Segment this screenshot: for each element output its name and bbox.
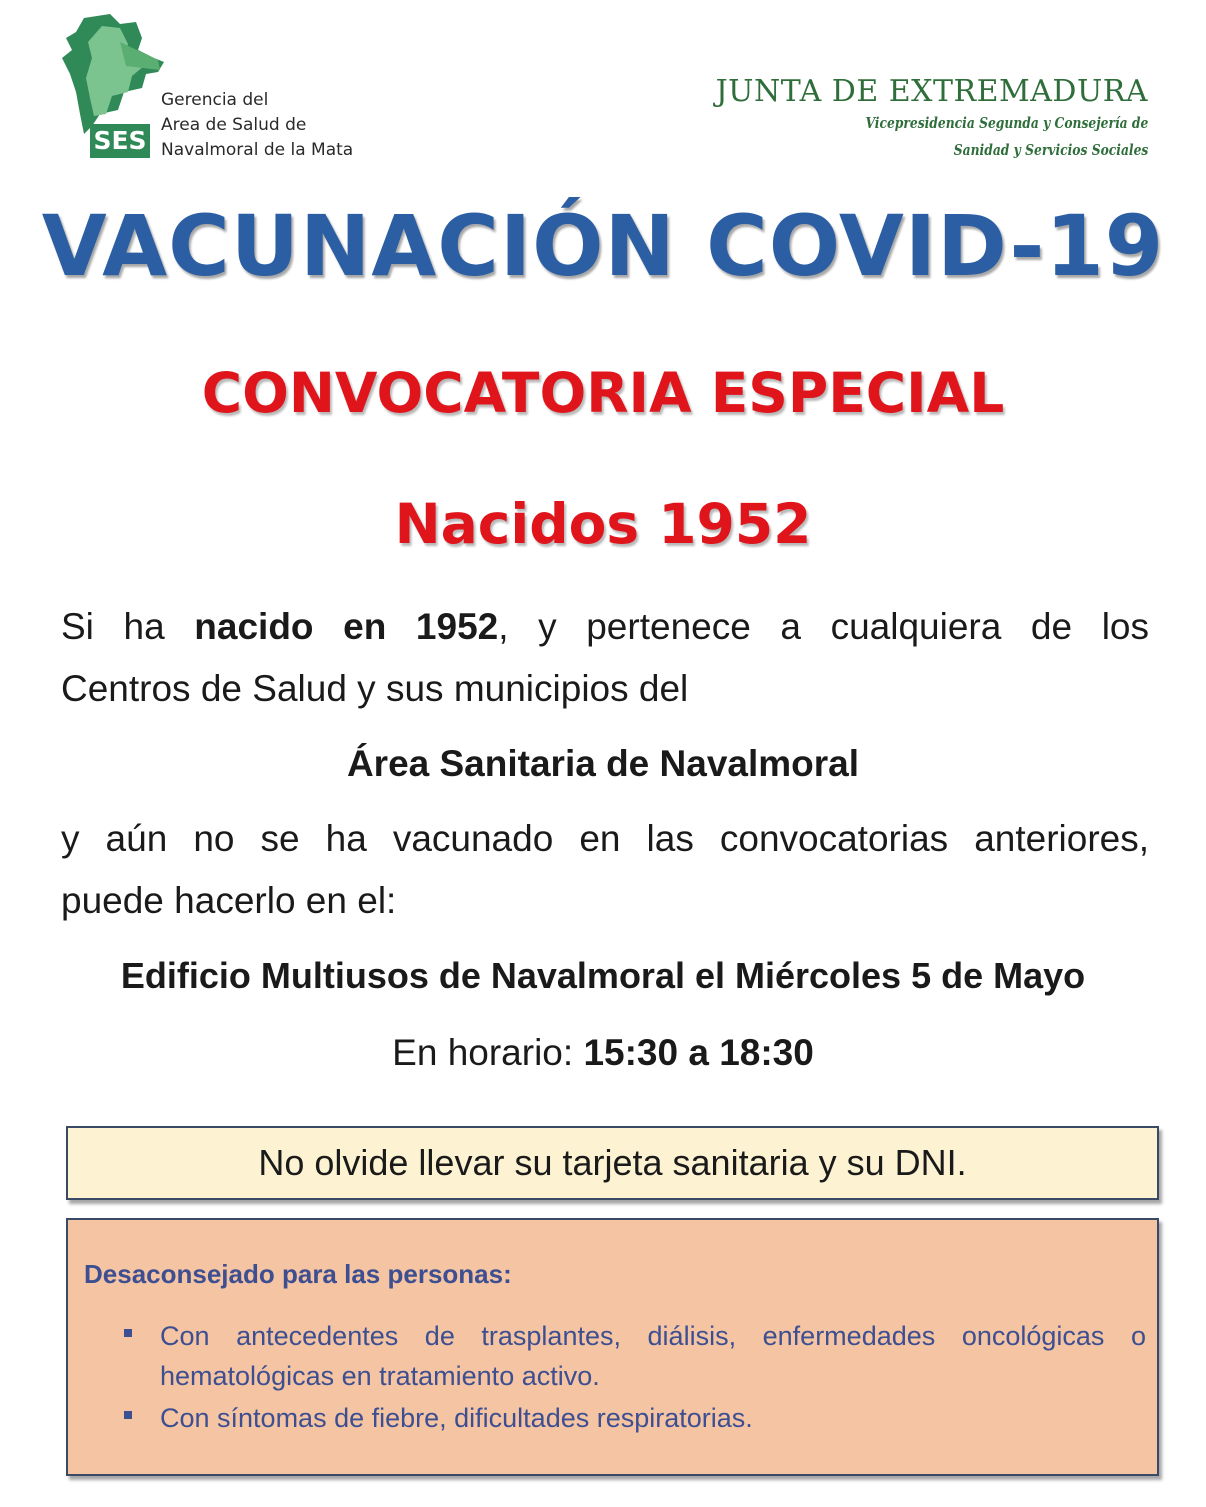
list-item [120,1398,1146,1438]
gerencia-line-3: Navalmoral de la Mata [161,140,354,160]
vaccination-paragraph [61,808,1149,932]
square-bullet-icon [124,1411,132,1419]
eligibility-text-post: , y pertenece a cualquiera de los [498,606,1149,647]
reminder-box: No olvide llevar su tarjeta sanitaria y su DNI. [66,1126,1159,1200]
nacidos-title: Nacidos 1952 [394,492,812,556]
warning-box [66,1218,1159,1476]
area-sanitaria: Área Sanitaria de Navalmoral [346,743,860,784]
warning-list [120,1316,1146,1440]
junta-title: JUNTA DE EXTREMADURA [715,74,1148,109]
warning-item-1-line-1: Con antecedentes de trasplantes, diálisis, enfermedades oncológicas o [160,1321,1146,1351]
junta-sub-line-1: Vicepresidencia Segunda y Consejería de [865,114,1148,132]
gerencia-block [161,88,353,163]
location-date: Edificio Multiusos de Navalmoral el Miércoles 5 de Mayo [120,955,1086,996]
vaccination-line-2: puede hacerlo en el: [61,880,397,921]
square-bullet-icon [124,1329,132,1337]
junta-sub-line-2: Sanidad y Servicios Sociales [953,141,1148,159]
ses-logo-label: SES [90,124,150,158]
schedule [0,1028,1206,1078]
eligibility-line-2: Centros de Salud y sus municipios del [61,668,689,709]
vaccination-line-1: y aún no se ha vacunado en las convocatorias anteriores, [61,818,1149,859]
schedule-value: 15:30 a 18:30 [583,1032,814,1073]
warning-item-2: Con síntomas de fiebre, dificultades respiratorias. [160,1403,753,1433]
birth-year-highlight: nacido en 1952 [194,606,499,647]
junta-block [716,74,1148,164]
eligibility-text-pre: Si ha [61,606,195,647]
eligibility-line-1 [61,596,1149,658]
list-item [120,1316,1146,1396]
gerencia-line-2: Area de Salud de [161,115,307,135]
warning-item-1-line-2: hematológicas en tratamiento activo. [160,1361,600,1391]
page-title: VACUNACIÓN COVID-19 [41,197,1165,295]
warning-title: Desaconsejado para las personas: [84,1259,512,1289]
convocatoria-title: CONVOCATORIA ESPECIAL [201,361,1005,425]
gerencia-line-1: Gerencia del [161,90,269,110]
schedule-label: En horario: [392,1032,584,1073]
eligibility-paragraph [61,596,1149,720]
